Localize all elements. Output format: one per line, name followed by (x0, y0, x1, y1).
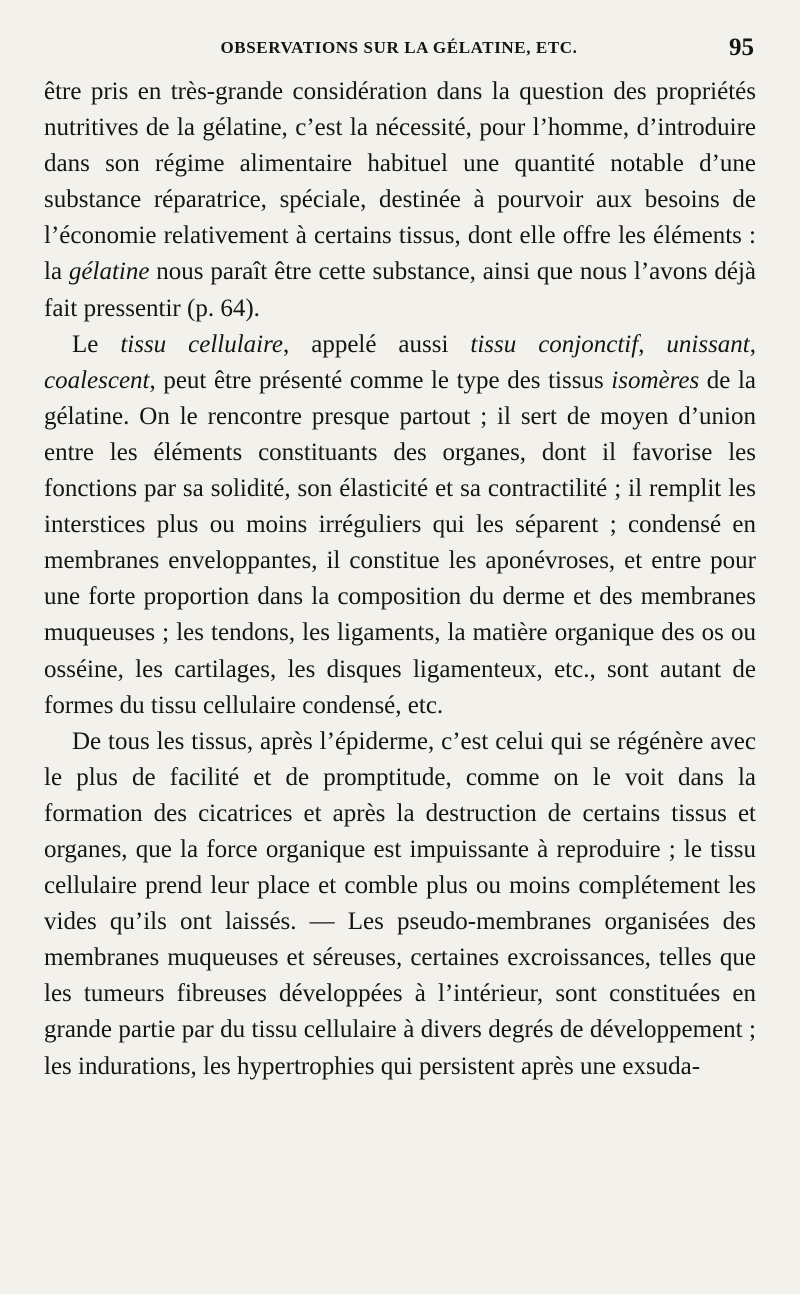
paragraph-tissu-cellulaire (44, 327, 756, 724)
text-run: De tous les tissus, après l’épiderme, c’est celui qui se régénère avec le plus de facilité et de promptitude, comme on le voit dans la formation des cicatrices et après la destruction de certains tissus et organes, que la force organique est impuissante à reproduire ; le tissu cellulaire prend leur place et comble plus ou moins complétement les vides qu’ils ont laissés. — Les pseudo-membranes organisées des membranes muqueuses et séreuses, certaines excroissances, telles que les tumeurs fibreuses développées à l’intérieur, sont constituées en grande partie par du tissu cellulaire à divers degrés de développement ; les indurations, les hypertrophies qui persistent après une exsuda- (44, 727, 756, 1080)
italic-term: gélatine (68, 258, 150, 286)
text-run: , (749, 330, 757, 358)
italic-term: tissu conjonctif (470, 330, 639, 358)
italic-term: tissu cellulaire (120, 330, 284, 358)
italic-term: unissant (666, 330, 750, 358)
text-run: Le (72, 330, 121, 358)
running-head (44, 34, 754, 64)
text-run: , peut être présenté comme le type des tissus (149, 366, 612, 394)
italic-term: isomères (611, 366, 700, 394)
text-run: , (638, 330, 667, 358)
page-number: 95 (729, 34, 754, 61)
paragraph-continuation (44, 74, 756, 327)
text-run: de la gélatine. On le rencontre presque partout ; il sert de moyen d’union entre les éléments constituants des organes, dont il favorise les fonctions par sa solidité, son élasticité et sa contractilité ; il remplit les interstices plus ou moins irréguliers qui les séparent ; condensé en membranes enveloppantes, il constitue les aponévroses, et entre pour une forte proportion dans la composition du derme et des membranes muqueuses ; les tendons, les ligaments, la matière organique des os ou osséine, les cartilages, les disques ligamenteux, etc., sont autant de formes du tissu cellulaire condensé, etc. (44, 366, 756, 719)
text-run: être pris en très-grande considération dans la question des propriétés nutritives de la gélatine, c’est la nécessité, pour l’homme, d’introduire dans son régime alimentaire habituel une quantité notable d’une substance réparatrice, spéciale, destinée à pourvoir aux besoins de l’économie relativement à certains tissus, dont elle offre les éléments : la (44, 78, 756, 286)
body-text (44, 74, 756, 1085)
running-title: OBSERVATIONS SUR LA GÉLATINE, ETC. (220, 38, 578, 57)
paragraph-regeneration (44, 724, 756, 1085)
text-run: nous paraît être cette substance, ainsi que nous l’avons déjà fait pressentir (p. 64). (44, 258, 756, 322)
text-run: , appelé aussi (283, 330, 471, 358)
italic-term: coalescent (44, 366, 150, 394)
